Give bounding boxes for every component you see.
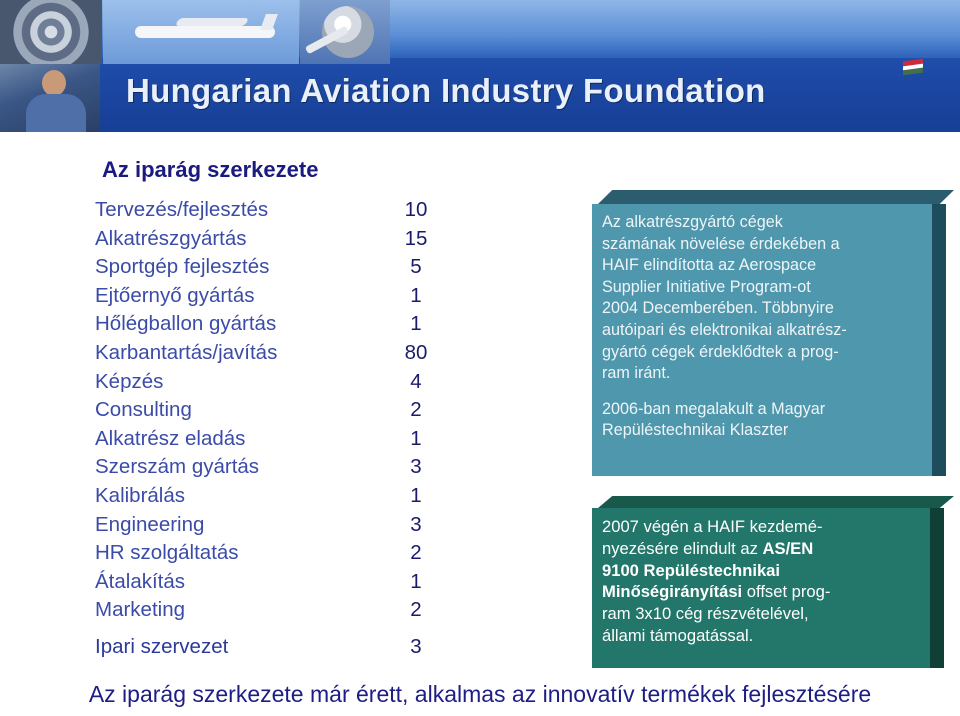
list-item	[95, 511, 440, 540]
text-line: 2007 végén a HAIF kezdemé-	[602, 517, 823, 536]
list-item	[95, 453, 440, 482]
quality-management-info-box	[592, 496, 954, 670]
list-item-value: 2	[410, 598, 422, 622]
text-line: 2004 Decemberében. Többnyire	[602, 299, 834, 318]
text-span: offset prog-	[742, 582, 831, 602]
list-item	[95, 253, 440, 282]
text-span: nyezésére elindult az	[602, 538, 763, 558]
standard-name: AS/EN	[762, 538, 814, 558]
list-item	[95, 310, 440, 339]
list-item-label: Alkatrészgyártás	[95, 226, 247, 250]
text-line: 2006-ban megalakult a Magyar	[602, 399, 826, 418]
box-side-bevel	[930, 508, 944, 668]
text-line: állami támogatással.	[602, 625, 754, 645]
list-item-label: Tervezés/fejlesztés	[95, 198, 269, 221]
text-line	[602, 538, 920, 560]
list-item-label: Alkatrész eladás	[95, 426, 246, 450]
box-top-bevel	[598, 496, 954, 508]
list-item-label: HR szolgáltatás	[95, 541, 239, 565]
aircraft-wing	[175, 18, 250, 26]
text-line: gyártó cégek érdeklődtek a prog-	[602, 342, 839, 361]
list-item	[95, 633, 440, 662]
list-item	[95, 482, 440, 511]
banner-title: Hungarian Aviation Industry Foundation	[126, 72, 766, 109]
list-item-label: Hőlégballon gyártás	[95, 312, 277, 336]
list-item-value: 10	[404, 198, 428, 221]
list-item	[95, 396, 440, 425]
text-line: autóipari és elektronikai alkatrész-	[602, 320, 847, 339]
supplier-program-info-box	[592, 190, 954, 488]
instrument-photo	[300, 0, 390, 64]
list-item-value: 5	[410, 255, 422, 279]
list-item-value: 15	[404, 226, 428, 250]
box-face	[592, 204, 932, 476]
list-item-value: 4	[410, 369, 422, 393]
technician-body	[26, 94, 86, 132]
text-line: Supplier Initiative Program-ot	[602, 277, 811, 296]
list-item	[95, 339, 440, 368]
list-item-label: Ipari szervezet	[95, 634, 229, 658]
box-face	[592, 508, 930, 668]
box-side-bevel	[932, 204, 946, 476]
text-line: ram iránt.	[602, 364, 671, 383]
box-top-bevel	[598, 190, 954, 204]
list-item	[95, 568, 440, 597]
text-line	[602, 581, 920, 603]
industry-structure-list	[95, 196, 440, 662]
list-item-label: Átalakítás	[95, 569, 186, 593]
supplier-program-paragraph	[602, 212, 922, 385]
jet-engine-photo	[0, 0, 102, 64]
list-item-value: 1	[410, 312, 422, 336]
list-item-value: 1	[410, 569, 422, 593]
text-line: számának növelése érdekében a	[602, 234, 840, 253]
aircraft-photo	[103, 0, 299, 64]
list-item-value: 3	[410, 512, 422, 536]
list-item-label: Karbantartás/javítás	[95, 340, 278, 364]
list-item-value: 80	[404, 340, 428, 364]
list-item-value: 2	[410, 541, 422, 565]
list-item	[95, 596, 440, 625]
list-item	[95, 225, 440, 254]
list-item	[95, 282, 440, 311]
text-line: Az alkatrészgyártó cégek	[602, 213, 783, 231]
list-item-value: 3	[410, 634, 422, 658]
list-item-value: 3	[410, 455, 422, 479]
list-item	[95, 425, 440, 454]
list-item	[95, 368, 440, 397]
list-item-label: Consulting	[95, 398, 192, 422]
aircraft-tail	[260, 14, 278, 30]
list-item-label: Marketing	[95, 598, 186, 622]
list-item-value: 1	[410, 483, 422, 507]
header-banner	[0, 0, 960, 132]
conclusion-footer: Az iparág szerkezete már érett, alkalmas az innovatív termékek fejlesztésére	[88, 681, 872, 707]
list-item-label: Képzés	[95, 369, 164, 393]
list-item-value: 1	[410, 426, 422, 450]
list-item	[95, 196, 440, 225]
section-title: Az iparág szerkezete	[102, 157, 319, 182]
list-item-label: Engineering	[95, 512, 205, 536]
list-item-label: Ejtőernyő gyártás	[95, 283, 255, 307]
program-name-line: 9100 Repüléstechnikai	[602, 560, 781, 580]
cluster-paragraph	[602, 399, 922, 442]
text-line: Repüléstechnikai Klaszter	[602, 421, 789, 440]
list-item-value: 1	[410, 283, 422, 307]
program-name-end: Minőségirányítási	[602, 582, 743, 602]
list-item	[95, 539, 440, 568]
technician-photo	[0, 64, 100, 132]
quality-management-paragraph	[602, 516, 920, 647]
aircraft-fuselage	[135, 26, 275, 38]
list-item-label: Sportgép fejlesztés	[95, 255, 270, 279]
text-line: ram 3x10 cég részvételével,	[602, 604, 809, 624]
list-item-value: 2	[410, 398, 422, 422]
list-item-label: Szerszám gyártás	[95, 455, 260, 479]
technician-head	[42, 70, 66, 96]
text-line: HAIF elindította az Aerospace	[602, 256, 817, 275]
list-item-label: Kalibrálás	[95, 483, 186, 507]
